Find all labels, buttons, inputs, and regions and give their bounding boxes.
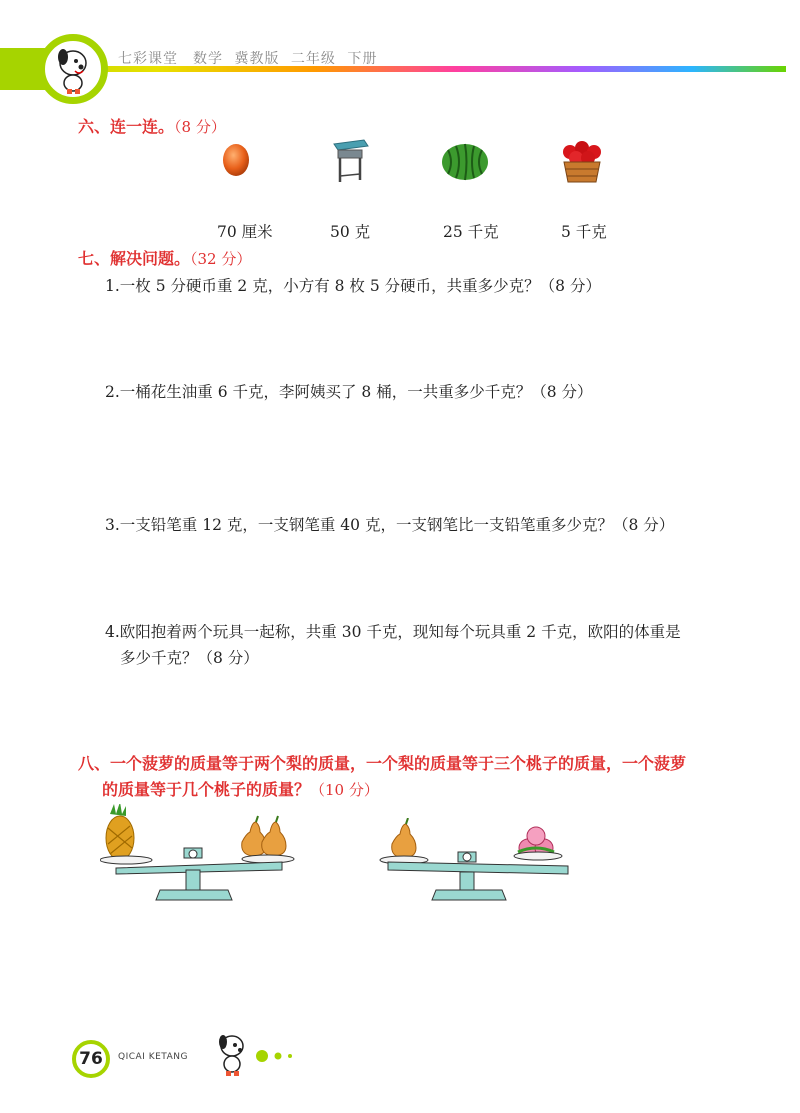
section-7-title: [78, 246, 251, 269]
section-8-line-2: [102, 777, 379, 800]
footer-brand: QICAI KETANG: [118, 1052, 188, 1062]
dog-mascot-icon: [45, 41, 101, 97]
section-7-heading: 七、解决问题。: [78, 249, 191, 268]
question-1: 1.一枚 5 分硬币重 2 克，小方有 8 枚 5 分硬币，共重多少克？（8 分）: [105, 277, 601, 295]
page-number: 76: [72, 1040, 110, 1078]
section-7-points: （32 分）: [190, 250, 252, 268]
balance-scale-icon-2: [378, 818, 578, 908]
question-4: 4.欧阳抱着两个玩具一起称，共重 30 千克，现知每个玩具重 2 千克，欧阳的体重是: [105, 623, 681, 641]
dog-mascot-icon-footer: [212, 1030, 252, 1080]
section-8-points: （10 分）: [310, 781, 379, 799]
desk-icon: [330, 138, 370, 184]
header-title: 七彩课堂 数学 冀教版 二年级 下册: [118, 51, 378, 67]
question-4-continued: 多少千克？（8 分）: [120, 649, 259, 667]
section-6-title: [78, 114, 226, 137]
section-8-line-1: 八、一个菠萝的质量等于两个梨的质量，一个梨的质量等于三个桃子的质量，一个菠萝: [78, 754, 687, 773]
section-8-question: 的质量等于几个桃子的质量？: [102, 780, 311, 799]
pineapple-icon: [106, 804, 134, 860]
apple-basket-icon: [560, 138, 604, 184]
section-6-label-1: 70 厘米: [217, 223, 273, 241]
question-2: 2.一桶花生油重 6 千克，李阿姨买了 8 桶，一共重多少千克？（8 分）: [105, 383, 593, 401]
section-6-points: （8 分）: [174, 118, 226, 136]
footer-dots-icon: [254, 1048, 304, 1064]
header-logo: [38, 34, 108, 104]
watermelon-icon: [440, 142, 490, 182]
question-3: 3.一支铅笔重 12 克，一支钢笔重 40 克，一支钢笔比一支铅笔重多少克？（8 分）: [105, 516, 675, 534]
section-6-label-2: 50 克: [330, 223, 371, 241]
egg-icon: [218, 140, 254, 180]
section-6-heading: 六、连一连。: [78, 117, 175, 136]
pear-icon: [242, 816, 286, 856]
section-6-label-4: 5 千克: [561, 223, 607, 241]
balance-scale-icon: [100, 804, 300, 906]
pear-icon-2: [392, 818, 416, 858]
section-6-label-3: 25 千克: [443, 223, 499, 241]
